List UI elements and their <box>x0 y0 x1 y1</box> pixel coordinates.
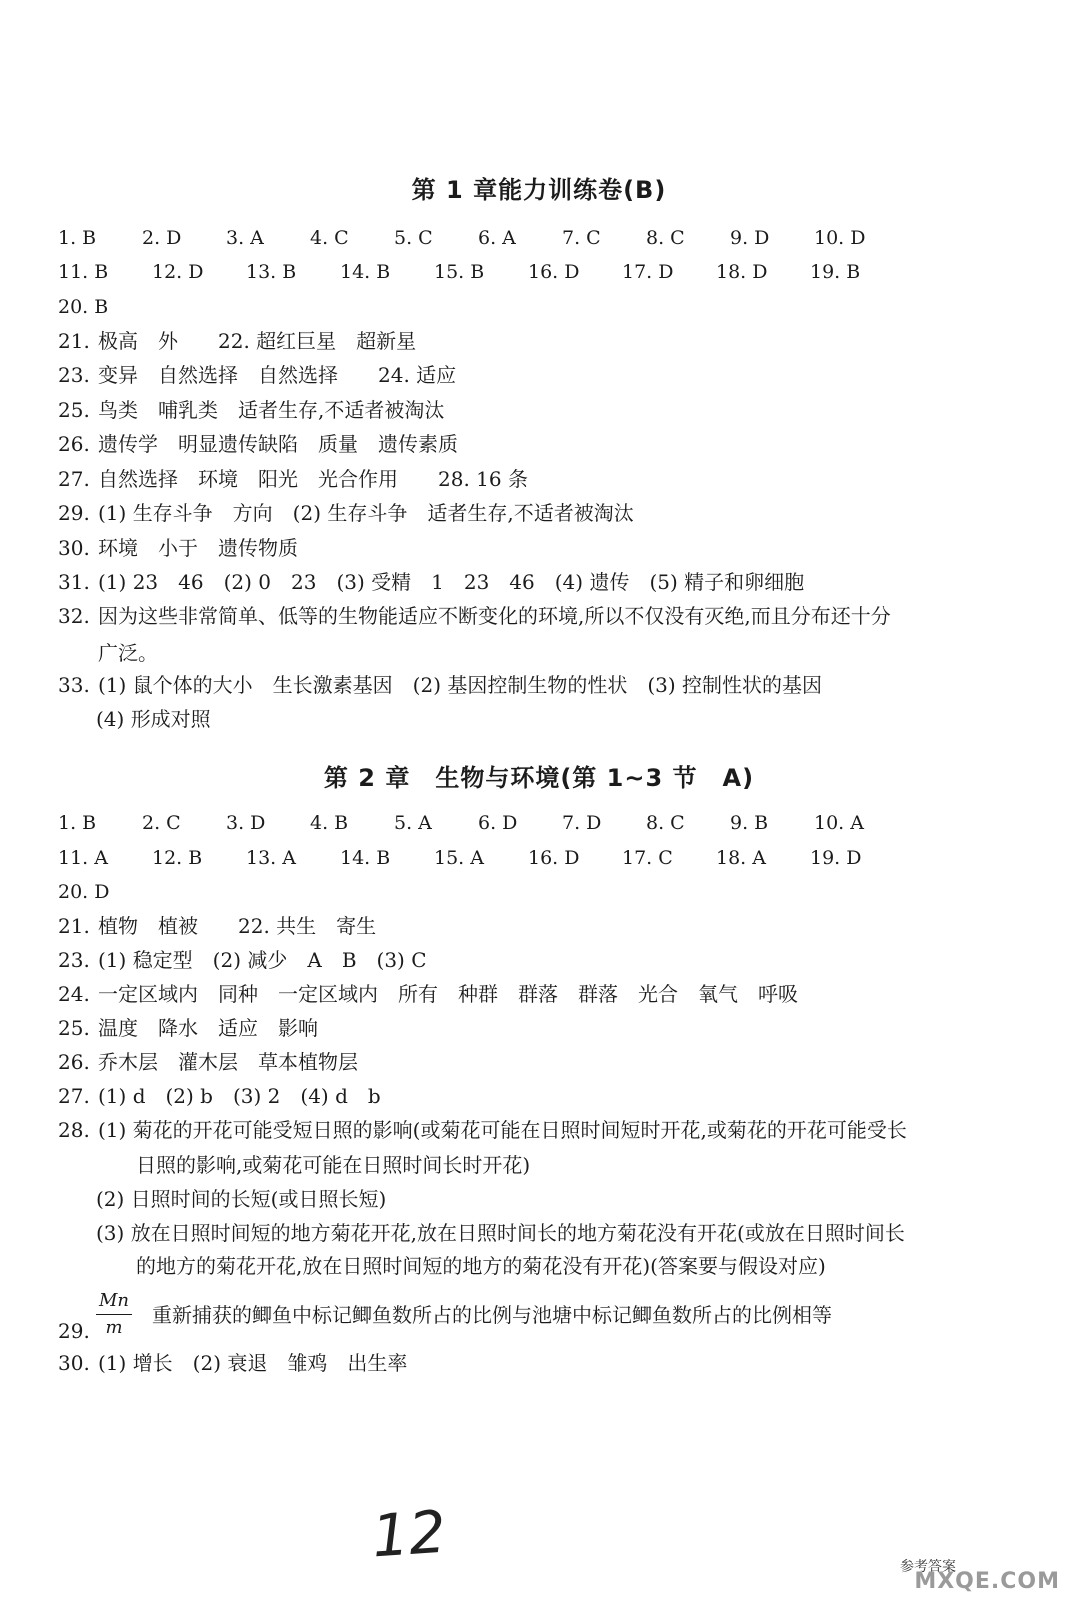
mc-answer: 10. D <box>814 227 866 249</box>
mc-answer: 1. B <box>58 812 97 834</box>
question-number: 24. <box>58 982 90 1006</box>
question-number: 23. <box>58 363 90 387</box>
section2-title: 第 2 章 生物与环境(第 1~3 节 A) <box>323 764 755 792</box>
mc-answer: 7. D <box>562 812 602 834</box>
q29-fraction <box>96 1290 132 1339</box>
q30-line: 30. (1) 增长 (2) 衰退 雏鸡 出生率 <box>58 1351 408 1375</box>
question-number: 31. <box>58 570 90 594</box>
mc-answer: 13. A <box>246 847 296 869</box>
question-number: 26. <box>58 432 90 456</box>
mc-answer: 9. B <box>730 812 769 834</box>
mc-answer: 9. D <box>730 227 770 249</box>
mc-answer: 14. B <box>340 261 391 283</box>
question-number: 29. <box>58 501 90 525</box>
answer-line <box>58 672 822 698</box>
watermark: MXQE.COM <box>914 1569 1060 1594</box>
answer-text: 一定区域内 同种 一定区域内 所有 种群 群落 群落 光合 氧气 呼吸 <box>98 982 798 1006</box>
answer-text: 遗传学 明显遗传缺陷 质量 遗传素质 <box>98 432 458 456</box>
q32-continuation: 广泛。 <box>98 641 158 665</box>
answer-text: 变异 自然选择 自然选择 24. 适应 <box>98 363 457 387</box>
q29-text: 重新捕获的鲫鱼中标记鲫鱼数所占的比例与池塘中标记鲫鱼数所占的比例相等 <box>152 1303 832 1327</box>
mc-answer: 20. D <box>58 881 110 903</box>
question-number: 23. <box>58 948 90 972</box>
mc-answer: 16. D <box>528 847 580 869</box>
handwritten-page-number: 12 <box>369 1497 449 1571</box>
answer-text: (1) 23 46 (2) 0 23 (3) 受精 1 23 46 (4) 遗传 (5) 精子和卵细胞 <box>98 570 805 594</box>
mc-answer: 18. A <box>716 847 766 869</box>
mc-answer: 5. A <box>394 812 432 834</box>
mc-answer: 3. D <box>226 812 266 834</box>
question-number: 26. <box>58 1050 90 1074</box>
question-number: 33. <box>58 673 90 697</box>
answer-line <box>58 397 444 423</box>
section1-title: 第 1 章能力训练卷(B) <box>411 176 667 204</box>
question-number: 27. <box>58 1084 90 1108</box>
answer-text: 鸟类 哺乳类 适者生存,不适者被淘汰 <box>98 398 445 422</box>
mc-answer: 7. C <box>562 227 601 249</box>
q33-continuation: (4) 形成对照 <box>96 707 211 731</box>
mc-answer: 2. C <box>142 812 181 834</box>
mc-answer: 17. D <box>622 261 674 283</box>
mc-answer: 15. B <box>434 261 485 283</box>
answer-line <box>58 569 804 595</box>
mc-answer: 14. B <box>340 847 391 869</box>
q28-part3: (3) 放在日照时间短的地方菊花开花,放在日照时间长的地方菊花没有开花(或放在日照时间长 <box>96 1221 905 1245</box>
question-number: 25. <box>58 1016 90 1040</box>
mc-answer: 12. D <box>152 261 204 283</box>
mc-answer: 2. D <box>142 227 182 249</box>
mc-answer: 19. D <box>810 847 862 869</box>
mc-answer: 17. C <box>622 847 673 869</box>
question-number: 32. <box>58 604 90 628</box>
mc-answer: 6. D <box>478 812 518 834</box>
answer-text: 因为这些非常简单、低等的生物能适应不断变化的环境,所以不仅没有灭绝,而且分布还十分 <box>98 604 891 628</box>
mc-answer: 6. A <box>478 227 516 249</box>
answer-text: (1) 生存斗争 方向 (2) 生存斗争 适者生存,不适者被淘汰 <box>98 501 634 525</box>
mc-answer: 18. D <box>716 261 768 283</box>
mc-answer: 10. A <box>814 812 864 834</box>
mc-answer: 4. B <box>310 812 349 834</box>
mc-answer: 12. B <box>152 847 203 869</box>
q28-part3-line2: 的地方的菊花开花,放在日照时间短的地方的菊花没有开花)(答案要与假设对应) <box>136 1254 826 1278</box>
answer-line <box>58 913 376 939</box>
answer-text: (1) 鼠个体的大小 生长激素基因 (2) 基因控制生物的性状 (3) 控制性状的基因 <box>98 673 823 697</box>
answer-text: 环境 小于 遗传物质 <box>98 536 298 560</box>
answer-line <box>58 500 634 526</box>
mc-answer: 11. A <box>58 847 108 869</box>
answer-line <box>58 947 427 973</box>
q28-line2: 日照的影响,或菊花可能在日照时间长时开花) <box>136 1153 531 1177</box>
mc-answer: 8. C <box>646 812 685 834</box>
answer-line <box>58 466 528 492</box>
mc-answer: 19. B <box>810 261 861 283</box>
q29-number: 29. <box>58 1319 90 1343</box>
answer-line <box>58 1015 318 1041</box>
answer-line <box>58 1117 907 1143</box>
q29-fraction-numerator: Mn <box>98 1290 130 1311</box>
mc-answer: 16. D <box>528 261 580 283</box>
mc-answer: 8. C <box>646 227 685 249</box>
mc-answer: 11. B <box>58 261 109 283</box>
mc-answer: 1. B <box>58 227 97 249</box>
answer-line <box>58 1083 381 1109</box>
answer-text: (1) 稳定型 (2) 减少 A B (3) C <box>98 948 427 972</box>
q28-part2: (2) 日照时间的长短(或日照长短) <box>96 1187 387 1211</box>
answer-text: 乔木层 灌木层 草本植物层 <box>98 1050 358 1074</box>
answer-line <box>58 603 891 629</box>
answer-line <box>58 431 458 457</box>
question-number: 21. <box>58 914 90 938</box>
mc-answer: 3. A <box>226 227 264 249</box>
answer-text: 自然选择 环境 阳光 光合作用 28. 16 条 <box>98 467 528 491</box>
mc-answer: 4. C <box>310 227 349 249</box>
mc-answer: 20. B <box>58 296 109 318</box>
question-number: 30. <box>58 536 90 560</box>
question-number: 25. <box>58 398 90 422</box>
q29-fraction-denominator: m <box>105 1317 123 1338</box>
mc-answer: 15. A <box>434 847 484 869</box>
mc-answer: 13. B <box>246 261 297 283</box>
answer-line <box>58 328 416 354</box>
question-number: 21. <box>58 329 90 353</box>
answer-text: (1) 菊花的开花可能受短日照的影响(或菊花可能在日照时间短时开花,或菊花的开花可能受长 <box>98 1118 907 1142</box>
answer-line <box>58 362 456 388</box>
answer-line <box>58 535 298 561</box>
answer-text: (1) d (2) b (3) 2 (4) d b <box>98 1084 381 1108</box>
answer-text: 温度 降水 适应 影响 <box>98 1016 318 1040</box>
mc-answer: 5. C <box>394 227 433 249</box>
question-number: 27. <box>58 467 90 491</box>
answer-text: 极高 外 22. 超红巨星 超新星 <box>98 329 417 353</box>
answer-line <box>58 981 798 1007</box>
question-number: 28. <box>58 1118 90 1142</box>
answer-text: 植物 植被 22. 共生 寄生 <box>98 914 377 938</box>
fraction-bar <box>96 1314 132 1315</box>
answer-line <box>58 1049 358 1075</box>
footer-label: 参考答案 <box>900 1559 956 1575</box>
